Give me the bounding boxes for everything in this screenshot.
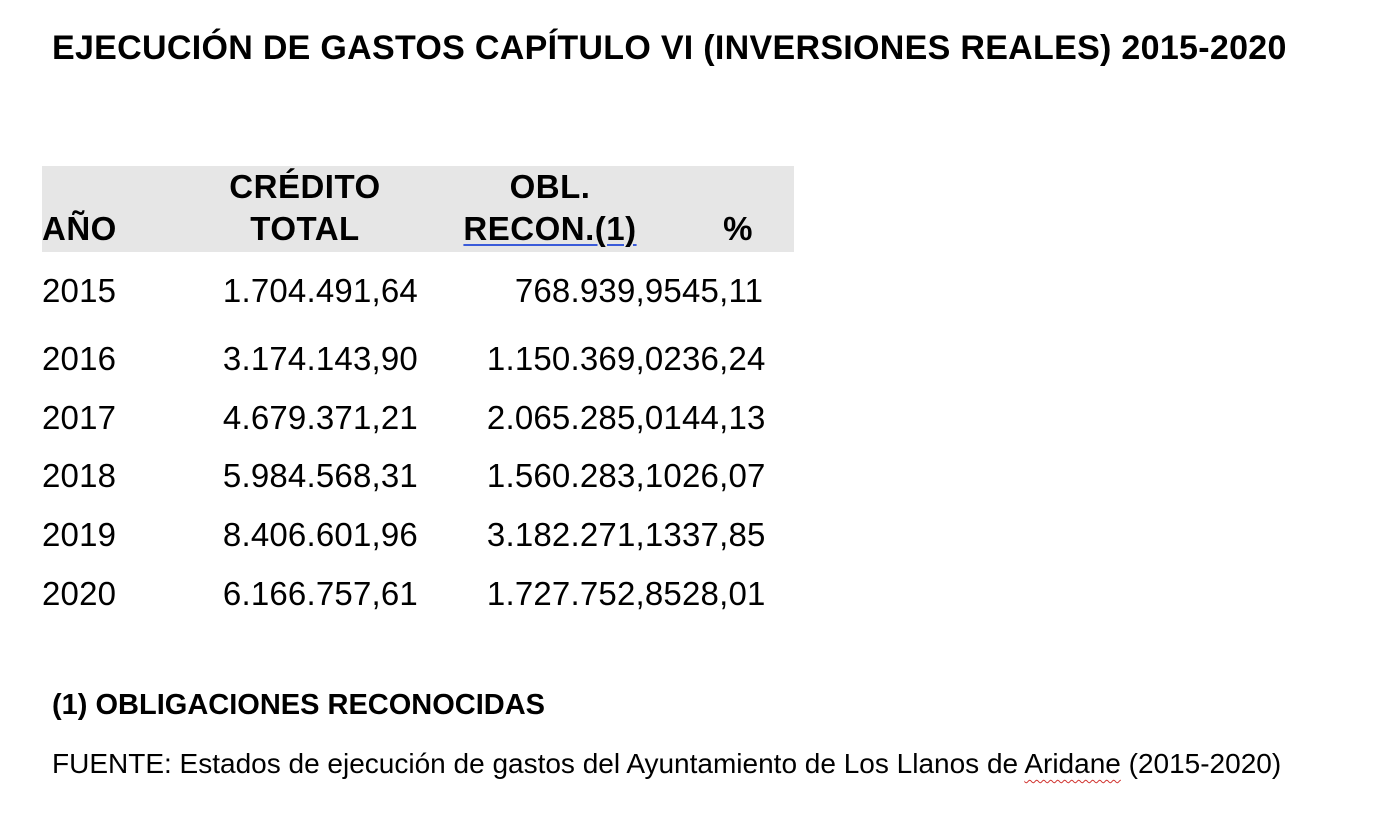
source-text-after: (2015-2020) [1120,748,1282,779]
source-note [52,745,1281,783]
cell-percent: 28,01 [682,574,766,612]
expenditure-table [42,166,794,623]
cell-percent: 45,11 [682,272,764,309]
cell-year: 2016 [42,340,117,378]
footnote: (1) OBLIGACIONES RECONOCIDAS [52,689,546,721]
cell-obligations: 768.939,95 [514,272,682,309]
cell-obligations: 2.065.285,01 [486,398,682,436]
header-year [42,166,192,252]
spellcheck-flagged-word[interactable]: Aridane [1024,748,1121,779]
cell-year: 2018 [42,457,117,495]
table-header-row [42,166,794,252]
table-row [42,506,794,565]
cell-percent: 26,07 [682,457,766,495]
cell-credit-total: 3.174.143,90 [222,340,418,378]
table-row [42,330,794,389]
cell-obligations: 1.150.369,02 [486,340,682,378]
header-year-label: AÑO [42,210,117,247]
cell-year: 2017 [42,398,117,436]
cell-obligations: 3.182.271,13 [486,516,682,554]
header-credit-total [192,166,418,252]
header-credit-line1: CRÉDITO [229,168,381,205]
cell-year: 2019 [42,516,117,554]
header-obl-line1: OBL. [509,168,591,205]
cell-percent: 37,85 [682,516,766,554]
table-row [42,564,794,623]
header-percent-label: % [723,210,753,247]
header-credit-line2: TOTAL [250,210,360,247]
cell-percent: 36,24 [682,340,766,378]
cell-percent: 44,13 [682,398,766,436]
cell-credit-total: 4.679.371,21 [222,398,418,436]
cell-credit-total: 8.406.601,96 [222,516,418,554]
header-obl-line2: RECON.(1) [463,210,637,247]
table-row [42,389,794,448]
cell-credit-total: 5.984.568,31 [222,457,418,495]
cell-obligations: 1.727.752,85 [486,574,682,612]
cell-credit-total: 6.166.757,61 [222,574,418,612]
document-title: EJECUCIÓN DE GASTOS CAPÍTULO VI (INVERSIONES REALES) 2015-2020 [52,29,1287,67]
cell-credit-total: 1.704.491,64 [222,272,418,309]
header-percent [682,166,794,252]
source-text-before: FUENTE: Estados de ejecución de gastos del Ayuntamiento de Los Llanos de [52,748,1025,779]
cell-obligations: 1.560.283,10 [486,457,682,495]
cell-year: 2020 [42,574,117,612]
cell-year: 2015 [42,272,117,309]
table-row [42,447,794,506]
expenditure-table-container [42,166,794,623]
table-row [42,252,794,330]
header-obligations-recognized [418,166,682,252]
